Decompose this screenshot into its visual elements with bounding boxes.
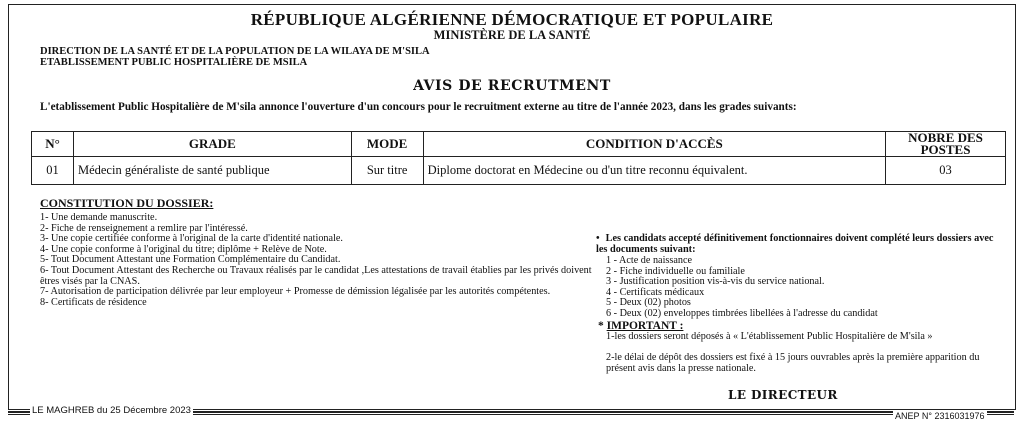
list-item: 3- Une copie certifiée conforme à l'original de la carte d'identité nationale. — [40, 233, 343, 245]
list-item: 4 - Certificats médicaux — [606, 286, 705, 298]
row-postes: 03 — [886, 157, 1006, 185]
ministry-heading: MINISTÈRE DE LA SANTÉ — [433, 28, 591, 42]
newspaper-credit: LE MAGHREB du 25 Décembre 2023 — [32, 405, 191, 416]
anep-number: ANEP N° 2316031976 — [895, 411, 985, 421]
list-item: 5- Tout Document Attestant une Formation Complémentaire du Candidat. — [40, 254, 341, 266]
important-line-2: 2-le délai de dépôt des dossiers est fixé à 15 jours ouvrables après la première apparition du présent avis dans la presse nationale. — [606, 352, 980, 374]
star-icon: * — [598, 320, 604, 332]
important-line-1: 1-les dossiers seront déposés à « L'établissement Public Hospitalière de M'sila » — [606, 331, 933, 342]
constitution-list — [40, 213, 600, 308]
header-num: N° — [32, 132, 74, 157]
table-header-row — [32, 132, 1006, 157]
list-item: 2 - Fiche individuelle ou familiale — [606, 265, 745, 277]
header-mode: MODE — [351, 132, 423, 157]
establishment-line: ETABLISSEMENT PUBLIC HOSPITALIÈRE DE MSILA — [40, 57, 308, 68]
header-postes: NOBRE DES POSTES — [886, 132, 1006, 157]
positions-table — [31, 131, 1006, 185]
list-item: 6- Tout Document Attestant des Recherche ou Travaux réalisés par le candidat ,Les attestations de travail établies par les privés doivent êtres visés par la CNAS. — [40, 264, 592, 287]
list-item: 1 - Acte de naissance — [606, 255, 692, 266]
accepted-heading: Les candidats accepté définitivement fonctionnaires doivent complété leurs dossiers avec les documents suivant: — [596, 233, 994, 255]
list-item: 2- Fiche de renseignement a remlire par l'intéressé. — [40, 222, 248, 234]
list-item: 4- Une copie conforme à l'original du titre; diplôme + Relève de Note. — [40, 243, 327, 255]
row-grade: Médecin généraliste de santé publique — [73, 157, 351, 185]
notice-title: AVIS DE RECRUTMENT — [413, 78, 611, 94]
constitution-heading: CONSTITUTION DU DOSSIER: — [40, 196, 214, 210]
signature: LE DIRECTEUR — [728, 388, 838, 402]
table-row — [32, 157, 1006, 185]
accepted-documents-list — [606, 256, 1006, 320]
important-heading: IMPORTANT : — [606, 320, 684, 332]
list-item: 5 - Deux (02) photos — [606, 297, 691, 309]
row-mode: Sur titre — [351, 157, 423, 185]
row-condition: Diplome doctorat en Médecine ou d'un titre reconnu équivalent. — [423, 157, 885, 185]
list-item: 7- Autorisation de participation délivrée par leur employeur + Promesse de démission légalisée par les autorités compétentes. — [40, 286, 551, 298]
intro-paragraph: L'etablissement Public Hospitalière de M'sila annonce l'ouverture d'un concours pour le recruitment externe au titre de l'année 2023, dans les grades suivants: — [40, 101, 797, 113]
list-item: 8- Certificats de résidence — [40, 296, 147, 308]
republic-heading: RÉPUBLIQUE ALGÉRIENNE DÉMOCRATIQUE ET POPULAIRE — [250, 10, 774, 29]
list-item: 1- Une demande manuscrite. — [40, 212, 158, 223]
list-item: 6 - Deux (02) enveloppes timbrées libellées à l'adresse du candidat — [606, 307, 878, 319]
accepted-heading-block — [596, 234, 1001, 255]
bullet-icon: • — [596, 233, 600, 244]
list-item: 3 - Justification position vis-à-vis du service national. — [606, 276, 825, 288]
row-num: 01 — [32, 157, 74, 185]
header-grade: GRADE — [73, 132, 351, 157]
header-condition: CONDITION D'ACCÈS — [423, 132, 885, 157]
direction-line: DIRECTION DE LA SANTÉ ET DE LA POPULATION DE LA WILAYA DE M'SILA — [40, 46, 430, 57]
